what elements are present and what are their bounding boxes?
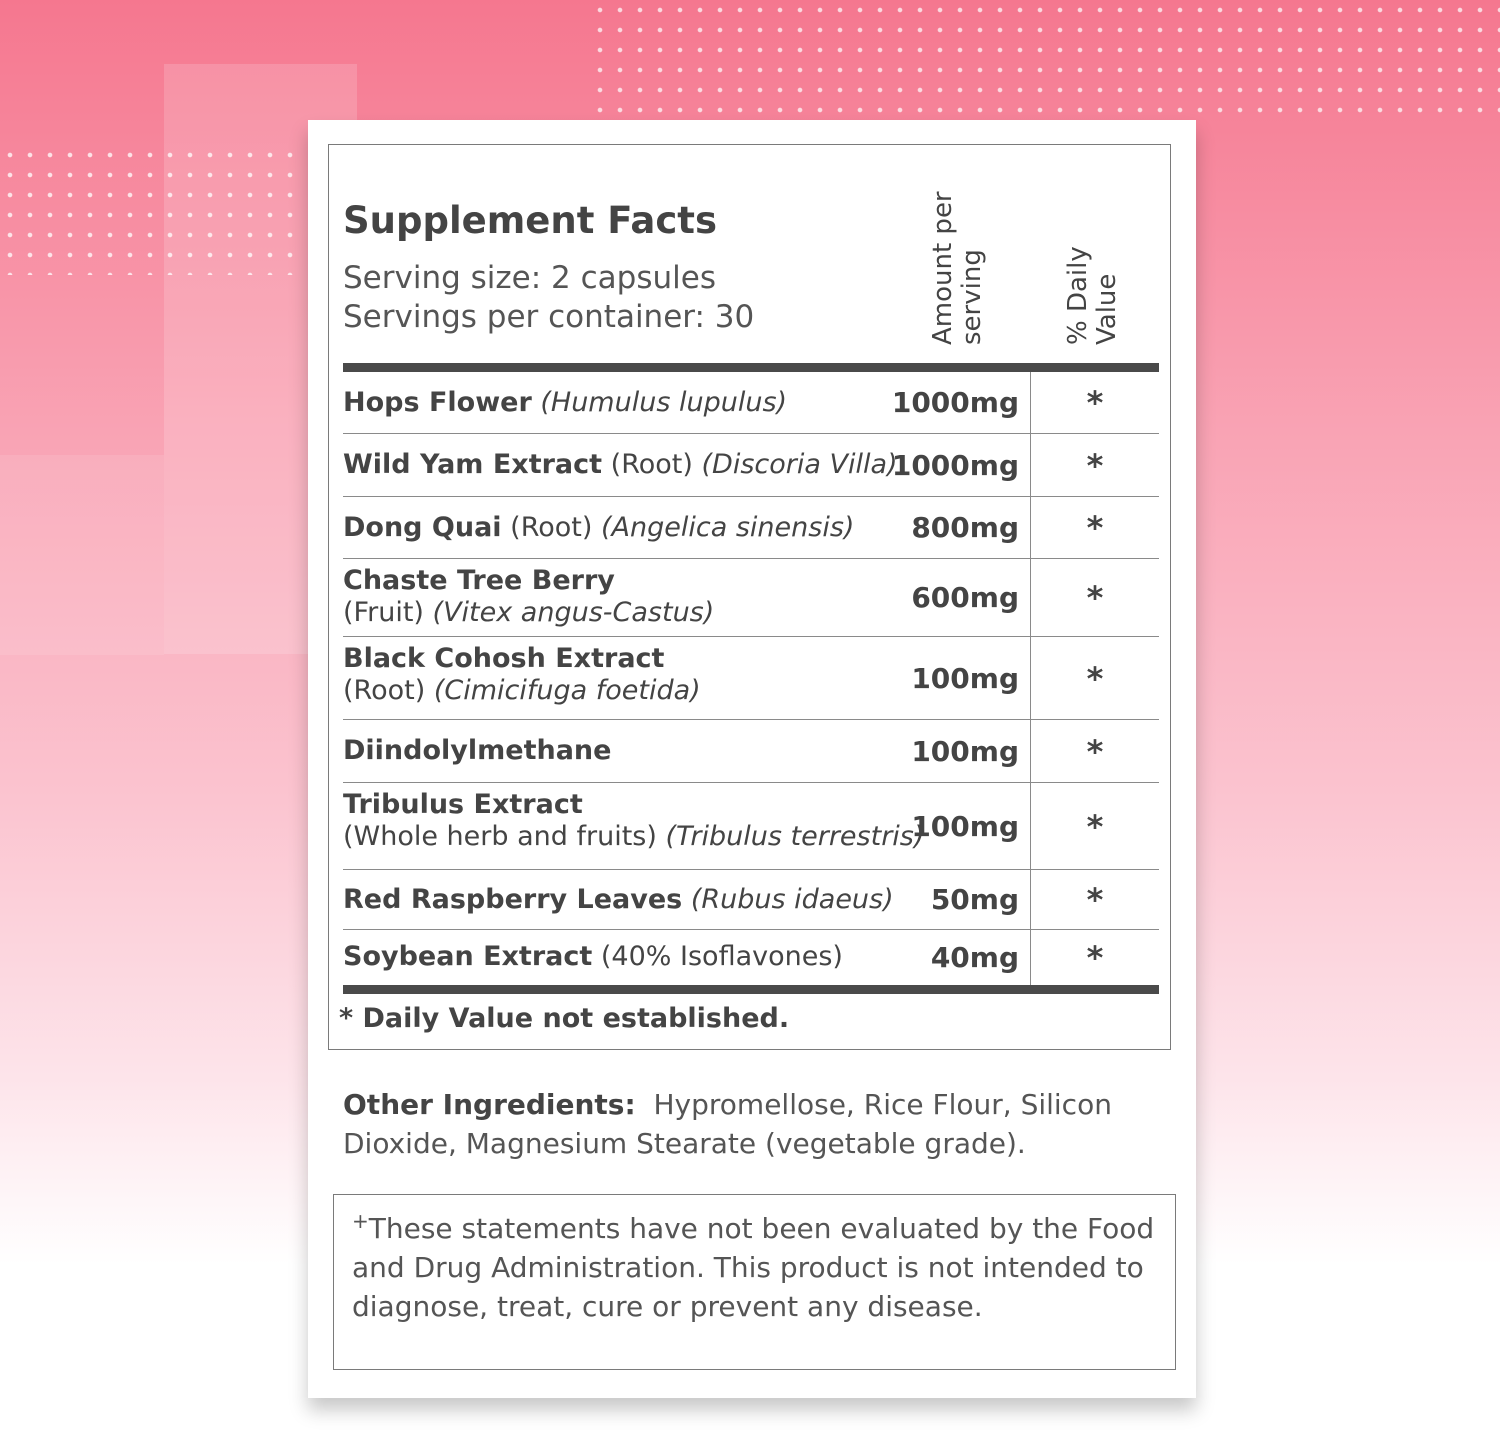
- ingredient-name-text: Black Cohosh Extract: [343, 643, 665, 674]
- ingredient-name-text: Hops Flower: [343, 386, 532, 418]
- asterisk-icon: *: [1086, 579, 1104, 617]
- ingredient-row: [343, 870, 1159, 930]
- ingredient-row: [343, 930, 1159, 985]
- column-header-daily-value: % Daily Value: [1063, 246, 1122, 345]
- ingredient-name-text: Tribulus Extract: [343, 789, 583, 820]
- footnote: * Daily Value not established.: [339, 1003, 790, 1034]
- facts-title: Supplement Facts: [343, 199, 718, 242]
- label-panel: [308, 120, 1196, 1398]
- ingredient-latin-name: (Discoria Villa): [701, 449, 898, 480]
- daily-value-cell: [1030, 434, 1159, 496]
- background-block: [0, 455, 164, 655]
- ingredient-latin-name: (Cimicifuga foetida): [433, 675, 701, 707]
- asterisk-icon: *: [1086, 659, 1104, 698]
- ingredient-part: (Root): [510, 511, 593, 543]
- asterisk-icon: *: [1086, 732, 1104, 771]
- dot-pattern: [590, 0, 1500, 125]
- ingredient-amount: 50mg: [930, 883, 1019, 916]
- fda-disclaimer: [333, 1194, 1176, 1370]
- ingredient-name: [343, 941, 1024, 973]
- ingredient-part: (Whole herb and fruits): [343, 821, 657, 853]
- daily-value-cell: [1030, 372, 1159, 433]
- ingredient-amount: 100mg: [911, 661, 1019, 695]
- disclaimer-text: These statements have not been evaluated by the Food and Drug Administration. This product is not intended to diagnose, treat, cure or prevent any disease.: [352, 1212, 1155, 1324]
- other-ingredients: [343, 1085, 1173, 1163]
- ingredient-name-text: Dong Quai: [343, 511, 502, 543]
- daily-value-cell: [1030, 637, 1159, 719]
- divider-thick: [343, 363, 1159, 372]
- ingredient-row: [343, 559, 1159, 637]
- ingredient-name-text: Wild Yam Extract: [343, 449, 603, 480]
- daily-value-cell: [1030, 870, 1159, 929]
- ingredient-amount: 40mg: [930, 940, 1019, 974]
- ingredient-name-text: Red Raspberry Leaves: [343, 883, 683, 915]
- column-header-amount: Amount per serving: [928, 191, 987, 345]
- asterisk-icon: *: [1086, 881, 1104, 919]
- dot-pattern: [0, 145, 305, 275]
- ingredient-row: [343, 720, 1159, 783]
- ingredient-part: (Root): [610, 449, 693, 480]
- serving-size: Serving size: 2 capsules: [343, 260, 716, 296]
- ingredient-latin-name: (Humulus lupulus): [540, 386, 788, 418]
- ingredient-latin-name: (Rubus idaeus): [690, 883, 894, 915]
- other-ingredients-label: Other Ingredients:: [343, 1088, 636, 1121]
- ingredient-latin-name: (Vitex angus-Castus): [432, 597, 715, 629]
- asterisk-icon: *: [1086, 384, 1104, 422]
- ingredient-part: (Root): [343, 675, 426, 707]
- daily-value-cell: [1030, 783, 1159, 869]
- asterisk-icon: *: [1086, 807, 1104, 846]
- ingredient-amount: 800mg: [911, 511, 1019, 544]
- daily-value-cell: [1030, 930, 1159, 985]
- ingredient-amount: 100mg: [911, 809, 1019, 843]
- ingredient-row: [343, 637, 1159, 720]
- ingredient-part: (Fruit): [343, 597, 424, 629]
- ingredient-name-text: Soybean Extract: [343, 941, 593, 972]
- ingredient-amount: 1000mg: [891, 448, 1019, 482]
- ingredient-name: [343, 884, 1024, 916]
- ingredient-amount: 1000mg: [891, 386, 1019, 419]
- disclaimer-mark: +: [352, 1209, 369, 1233]
- ingredient-name-text: Chaste Tree Berry: [343, 565, 615, 596]
- ingredient-part: (40% Isoflavones): [600, 941, 843, 972]
- ingredient-row: [343, 372, 1159, 434]
- daily-value-cell: [1030, 559, 1159, 636]
- ingredient-amount: 100mg: [911, 734, 1019, 768]
- ingredient-amount: 600mg: [911, 581, 1019, 614]
- divider-thick: [343, 985, 1159, 994]
- other-ingredients-text: Hypromellose, Rice Flour, Silicon Dioxide, Magnesium Stearate (vegetable grade).: [343, 1088, 1112, 1161]
- ingredient-latin-name: (Tribulus terrestris): [665, 821, 925, 853]
- ingredient-name-text: Diindolylmethane: [343, 735, 612, 766]
- daily-value-cell: [1030, 497, 1159, 558]
- ingredient-row: [343, 783, 1159, 870]
- servings-per-container: Servings per container: 30: [343, 299, 755, 335]
- asterisk-icon: *: [1086, 509, 1104, 547]
- supplement-facts-box: [328, 144, 1171, 1050]
- asterisk-icon: *: [1086, 446, 1104, 485]
- ingredient-row: [343, 497, 1159, 559]
- asterisk-icon: *: [1086, 938, 1104, 977]
- daily-value-cell: [1030, 720, 1159, 782]
- ingredient-row: [343, 434, 1159, 497]
- ingredient-latin-name: (Angelica sinensis): [601, 511, 855, 543]
